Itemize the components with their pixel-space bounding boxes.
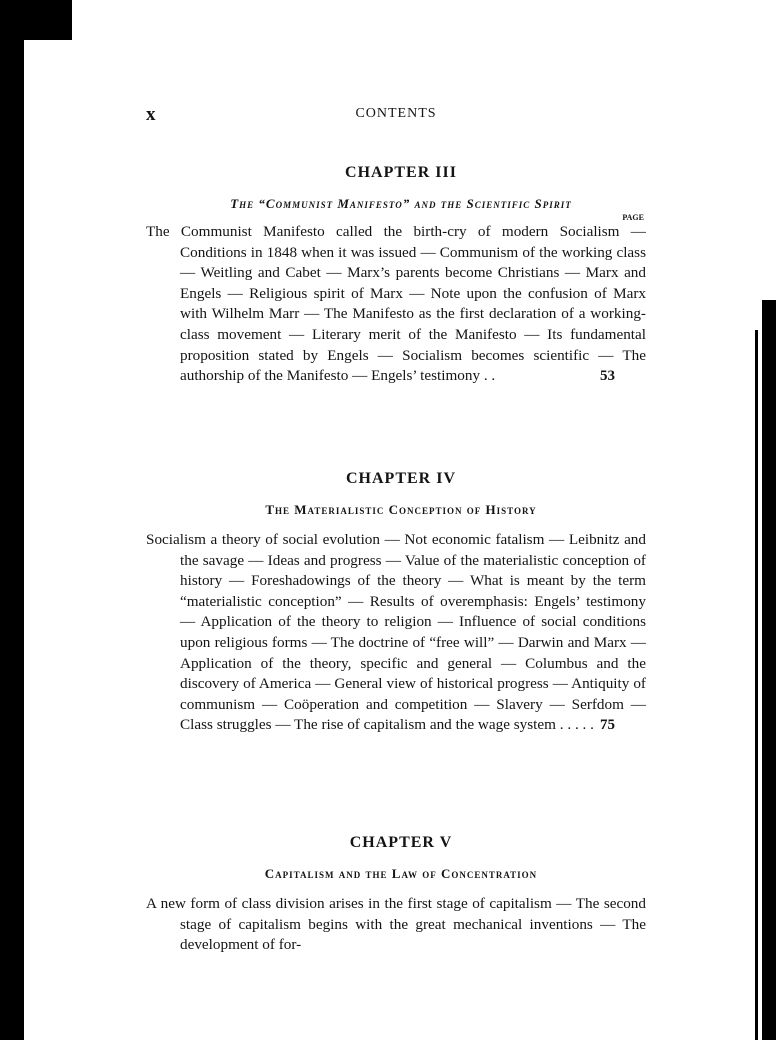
page-header: [146, 104, 646, 128]
chapter-title: The “Communist Manifesto” and the Scientific Spirit: [230, 196, 572, 211]
page-folio: x: [146, 104, 156, 125]
chapter-heading: CHAPTER IV: [345, 470, 456, 487]
chapter-heading: CHAPTER V: [349, 834, 453, 851]
chapter-title: The Materialistic Conception of History: [265, 502, 537, 517]
chapter-summary-text: A new form of class division arises in the first stage of capitalism — The second stage of capitalism begins with the great mechanical inventions — The development of for-: [146, 895, 646, 954]
scan-edge-right-line: [755, 330, 758, 1040]
running-title: CONTENTS: [355, 106, 437, 121]
chapter-summary-text: Socialism a theory of social evolution — Not economic fatalism — Leibnitz and the savage — Ideas and progress — Value of the materialistic conception of history — Foreshadowings of the theory — What is meant by the term “materialistic conception” — Results of overemphasis: Engels’ testimony — Application of the theory to religion — Influence of social conditions upon religious forms — The doctrine of “free will” — Darwin and Marx — Application of the theory, specific and general — Columbus and the discovery of America — General view of historical progress — Antiquity of communism — Coöperation and competition — Slavery — Serfdom — Class struggles — The rise of capitalism and the wage system . . . . .: [146, 531, 646, 734]
chapter-summary: [146, 894, 646, 956]
chapter-summary-text: The Communist Manifesto called the birth-cry of modern Socialism — Conditions in 1848 when it was issued — Communism of the working class — Weitling and Cabet — Marx’s parents become Christians — Marx and Engels — Religious spirit of Marx — Note upon the confusion of Marx with Wilhelm Marr — The Manifesto as the first declaration of a working-class movement — Literary merit of the Manifesto — Its fundamental proposition stated by Engels — Socialism becomes scientific — The authorship of the Manifesto — Engels’ testimony . .: [146, 223, 646, 385]
chapter-5: [146, 834, 656, 956]
page-column-label: PAGE: [622, 213, 644, 222]
scan-edge-right: [762, 300, 776, 1040]
scan-edge-top-left: [24, 0, 72, 40]
chapter-heading: CHAPTER III: [345, 164, 457, 181]
scan-edge-left: [0, 0, 24, 1040]
chapter-summary: Socialism a theory of social evolution — Not economic fatalism — Leibnitz and the savage — Ideas and progress — Value of the materialistic conception of history — Foreshadowings of the theory — What is meant by the term “materialistic conception” — Results of overemphasis: Engels’ testimony — Application of the theory to religion — Influence of social conditions upon religious forms — The doctrine of “free will” — Darwin and Marx — Application of the theory, specific and general — Columbus and the discovery of America — General view of historical progress — Antiquity of communism — Coöperation and competition — Slavery — Serfdom — Class struggles — The rise of capitalism and the wage system . . . . . 75: [146, 531, 646, 734]
chapter-3: [146, 164, 656, 387]
chapter-title: Capitalism and the Law of Concentration: [264, 866, 538, 881]
chapter-summary: The Communist Manifesto called the birth-cry of modern Socialism — Conditions in 1848 when it was issued — Communism of the working class — Weitling and Cabet — Marx’s parents become Christians — Marx and Engels — Religious spirit of Marx — Note upon the confusion of Marx with Wilhelm Marr — The Manifesto as the first declaration of a working-class movement — Literary merit of the Manifesto — Its fundamental proposition stated by Engels — Socialism becomes scientific — The authorship of the Manifesto — Engels’ testimony . . 53: [146, 223, 646, 385]
chapter-4: [146, 470, 656, 736]
